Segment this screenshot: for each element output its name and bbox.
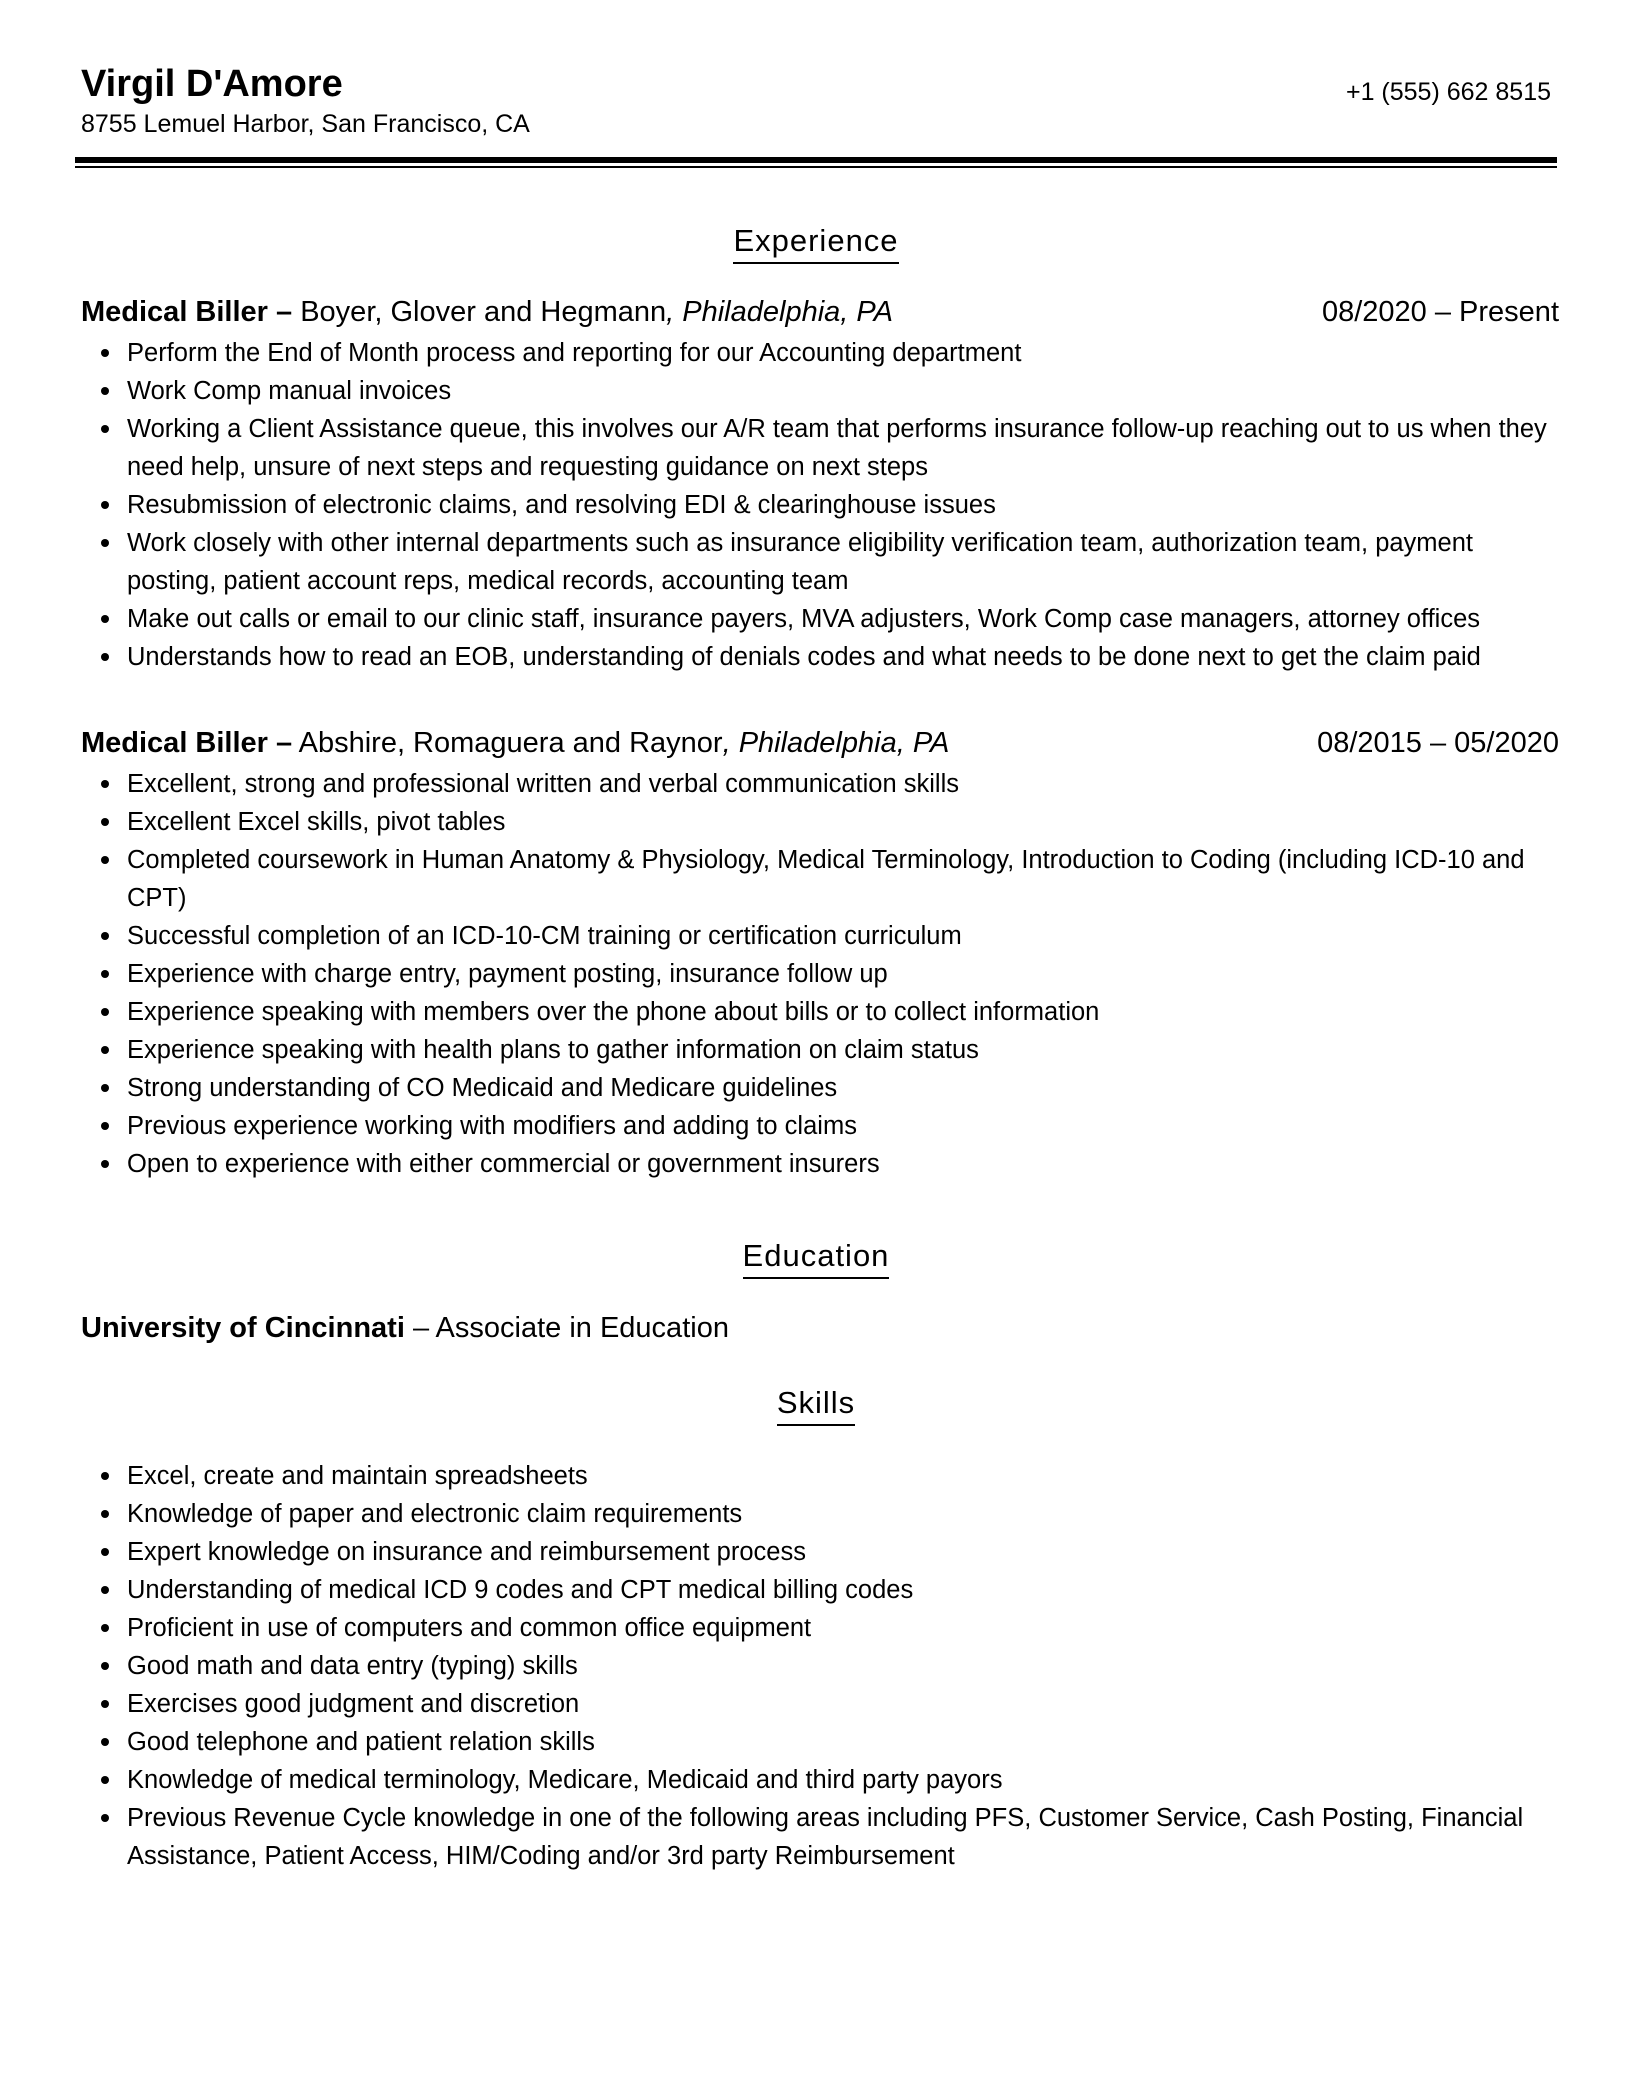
header-divider-thin [75, 166, 1557, 168]
job-bullet: Excellent, strong and professional written and verbal communication skills [81, 765, 1559, 803]
job-bullet: Excellent Excel skills, pivot tables [81, 803, 1559, 841]
skill-item: Excel, create and maintain spreadsheets [81, 1457, 1559, 1495]
job-title: Medical Biller – [81, 727, 293, 759]
job-bullet: Previous experience working with modifiers and adding to claims [81, 1107, 1559, 1145]
resume-header [81, 62, 1556, 141]
job-title: Medical Biller – [81, 296, 293, 328]
skill-item: Expert knowledge on insurance and reimbursement process [81, 1533, 1559, 1571]
education-school: University of Cincinnati [81, 1312, 405, 1344]
experience-heading-text: Experience [733, 222, 898, 264]
candidate-address: 8755 Lemuel Harbor, San Francisco, CA [81, 110, 530, 138]
job-bullet: Work closely with other internal departments such as insurance eligibility verification team, authorization team, payment posting, patient account reps, medical records, accounting team [81, 524, 1559, 600]
job-bullet: Open to experience with either commercial or government insurers [81, 1145, 1559, 1183]
job-bullet: Resubmission of electronic claims, and resolving EDI & clearinghouse issues [81, 486, 1559, 524]
job-bullet: Work Comp manual invoices [81, 372, 1559, 410]
job-header [81, 294, 1559, 332]
job-bullet: Completed coursework in Human Anatomy & Physiology, Medical Terminology, Introduction to Coding (including ICD-10 and CPT) [81, 841, 1559, 917]
job-bullet: Understands how to read an EOB, understanding of denials codes and what needs to be done next to get the claim paid [81, 638, 1559, 676]
job-entry [81, 725, 1559, 1183]
header-divider [75, 157, 1557, 168]
job-location: , Philadelphia, PA [666, 296, 893, 328]
candidate-phone: +1 (555) 662 8515 [1345, 78, 1551, 106]
header-divider-thick [75, 157, 1557, 163]
education-separator: – [404, 1312, 436, 1344]
skill-item: Exercises good judgment and discretion [81, 1685, 1559, 1723]
job-location: , Philadelphia, PA [722, 727, 950, 759]
job-dates: 08/2015 – 05/2020 [1317, 727, 1559, 759]
education-degree: Associate in Education [435, 1312, 729, 1344]
job-bullet: Experience speaking with members over the phone about bills or to collect information [81, 993, 1559, 1031]
job-entry [81, 294, 1559, 676]
job-bullet: Strong understanding of CO Medicaid and Medicare guidelines [81, 1069, 1559, 1107]
skill-item: Previous Revenue Cycle knowledge in one of the following areas including PFS, Customer Service, Cash Posting, Financial Assistance, Patient Access, HIM/Coding and/or 3rd party Reimbursement [81, 1799, 1559, 1875]
education-heading [0, 1237, 1632, 1279]
job-bullet: Make out calls or email to our clinic staff, insurance payers, MVA adjusters, Work Comp case managers, attorney offices [81, 600, 1559, 638]
job-company: Boyer, Glover and Hegmann [292, 296, 667, 328]
skill-item: Good math and data entry (typing) skills [81, 1647, 1559, 1685]
education-heading-text: Education [743, 1237, 890, 1279]
job-bullet-list [81, 765, 1559, 1183]
skill-item: Knowledge of medical terminology, Medicare, Medicaid and third party payors [81, 1761, 1559, 1799]
job-bullet: Working a Client Assistance queue, this involves our A/R team that performs insurance follow-up reaching out to us when they need help, unsure of next steps and requesting guidance on next steps [81, 410, 1559, 486]
job-dates: 08/2020 – Present [1321, 296, 1559, 328]
experience-heading [0, 222, 1632, 264]
skills-heading [0, 1384, 1632, 1426]
skills-bullet-list [81, 1457, 1559, 1875]
education-entry [81, 1310, 729, 1346]
skills-section [81, 1457, 1559, 1875]
skill-item: Understanding of medical ICD 9 codes and CPT medical billing codes [81, 1571, 1559, 1609]
job-bullet: Experience speaking with health plans to gather information on claim status [81, 1031, 1559, 1069]
job-bullet-list [81, 334, 1559, 676]
skill-item: Good telephone and patient relation skills [81, 1723, 1559, 1761]
job-bullet: Successful completion of an ICD-10-CM training or certification curriculum [81, 917, 1559, 955]
job-company: Abshire, Romaguera and Raynor [292, 727, 723, 759]
job-bullet: Experience with charge entry, payment posting, insurance follow up [81, 955, 1559, 993]
skills-heading-text: Skills [777, 1384, 855, 1426]
skill-item: Knowledge of paper and electronic claim requirements [81, 1495, 1559, 1533]
job-bullet: Perform the End of Month process and reporting for our Accounting department [81, 334, 1559, 372]
job-header [81, 725, 1559, 763]
skill-item: Proficient in use of computers and common office equipment [81, 1609, 1559, 1647]
candidate-name: Virgil D'Amore [81, 63, 343, 105]
